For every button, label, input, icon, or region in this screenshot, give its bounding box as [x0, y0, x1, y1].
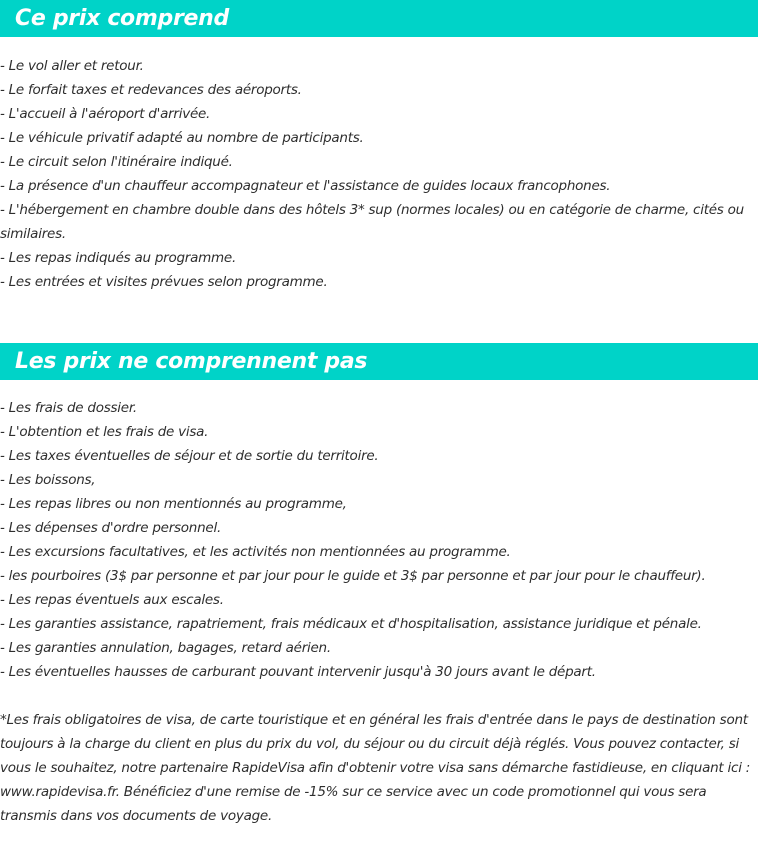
visa-note: *Les frais obligatoires de visa, de carte touristique et en général les frais d'entrée dans le pays de destination sont toujours à la charge du client en plus du prix du vol, du séjour ou du circuit déjà réglés. Vous pouvez contacter, si vous le souhaitez, notre partenaire RapideVisa afin d'obtenir votre visa sans démarche fastidieuse, en cliquant ici : www.rapidevisa.fr. Bénéficiez d'une remise de -15% sur ce service avec un code promotionnel qui vous sera transmis dans vos documents de voyage.: [0, 712, 751, 824]
list-item: - Les taxes éventuelles de séjour et de sortie du territoire.: [0, 448, 379, 464]
list-item: - Les repas libres ou non mentionnés au programme,: [0, 496, 347, 512]
list-item: - L'hébergement en chambre double dans des hôtels 3* sup (normes locales) ou en catégorie de charme, cités ou similaires.: [0, 202, 744, 242]
list-item: - Les repas indiqués au programme.: [0, 250, 237, 266]
list-item: - Le circuit selon l'itinéraire indiqué.: [0, 154, 233, 170]
excludes-title: Les prix ne comprennent pas: [15, 349, 368, 374]
excludes-list: [0, 396, 758, 684]
list-item: - Les éventuelles hausses de carburant pouvant intervenir jusqu'à 30 jours avant le départ.: [0, 664, 596, 680]
excludes-header: [0, 343, 758, 380]
list-item: - Les dépenses d'ordre personnel.: [0, 520, 222, 536]
list-item: - Les repas éventuels aux escales.: [0, 592, 224, 608]
list-item: - Les garanties assistance, rapatriement, frais médicaux et d'hospitalisation, assistance juridique et pénale.: [0, 616, 702, 632]
list-item: - Le forfait taxes et redevances des aéroports.: [0, 82, 302, 98]
list-item: - Les frais de dossier.: [0, 400, 137, 416]
list-item: - Le véhicule privatif adapté au nombre de participants.: [0, 130, 364, 146]
list-item: - Les garanties annulation, bagages, retard aérien.: [0, 640, 331, 656]
list-item: - Les boissons,: [0, 472, 96, 488]
list-item: - les pourboires (3$ par personne et par jour pour le guide et 3$ par personne et par jour pour le chauffeur).: [0, 568, 706, 584]
includes-section: [0, 0, 758, 294]
excludes-section: [0, 343, 758, 684]
includes-title: Ce prix comprend: [15, 6, 229, 31]
list-item: - Les excursions facultatives, et les activités non mentionnées au programme.: [0, 544, 511, 560]
list-item: - L'accueil à l'aéroport d'arrivée.: [0, 106, 211, 122]
includes-list: [0, 54, 758, 294]
list-item: - La présence d'un chauffeur accompagnateur et l'assistance de guides locaux francophones.: [0, 178, 611, 194]
includes-header: [0, 0, 758, 37]
list-item: - Les entrées et visites prévues selon programme.: [0, 274, 328, 290]
list-item: - L'obtention et les frais de visa.: [0, 424, 209, 440]
list-item: - Le vol aller et retour.: [0, 58, 144, 74]
